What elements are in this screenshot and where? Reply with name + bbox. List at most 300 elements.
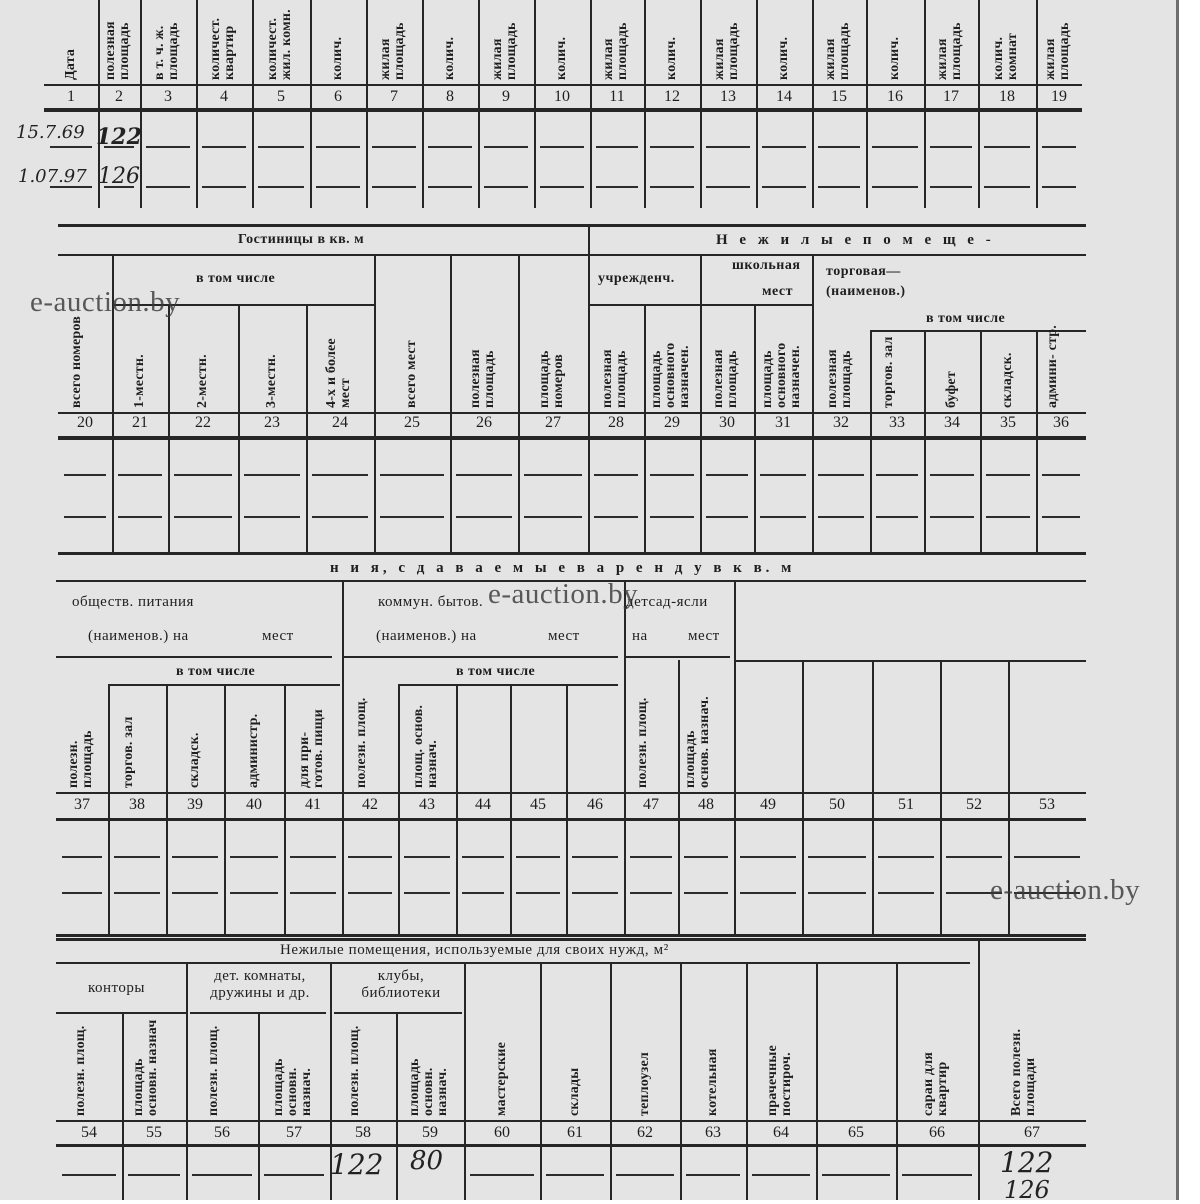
column-number: 19: [1051, 88, 1067, 105]
rule-line: [56, 1120, 1086, 1122]
blank-entry-dash: [1042, 516, 1080, 518]
own-needs-heading: Нежилые помещения, используемые для своих нужд, м²: [280, 942, 669, 958]
page-edge: [1176, 0, 1179, 1200]
column-number: 18: [999, 88, 1015, 105]
column-header-label: колич. комнат: [991, 33, 1020, 80]
column-number: 46: [587, 796, 603, 813]
rule-line: [518, 254, 520, 552]
catering-name-label: (наименов.) на: [88, 628, 189, 644]
rule-line: [58, 552, 1086, 555]
blank-entry-dash: [230, 856, 278, 858]
blank-entry-dash: [630, 892, 672, 894]
rule-line: [610, 962, 612, 1200]
column-header-label: площадь номеров: [537, 350, 566, 408]
blank-entry-dash: [902, 1174, 972, 1176]
catering-label: обществ. питания: [72, 594, 194, 610]
blank-entry-dash: [760, 516, 806, 518]
column-header-label: полезн. площадь: [66, 730, 95, 788]
column-number: 64: [773, 1124, 789, 1141]
blank-entry-dash: [62, 892, 102, 894]
column-number: 17: [943, 88, 959, 105]
column-header-label: жилая площадь: [490, 22, 519, 80]
rule-line: [258, 1012, 260, 1200]
blank-entry-dash: [524, 516, 582, 518]
blank-entry-dash: [872, 146, 918, 148]
column-number: 56: [214, 1124, 230, 1141]
column-header-label: 4-х и более мест: [324, 338, 353, 408]
column-header-label: 3-местн.: [263, 354, 279, 408]
blank-entry-dash: [146, 146, 190, 148]
column-number: 22: [195, 414, 211, 431]
blank-entry-dash: [1014, 856, 1080, 858]
consumer-name-label: (наименов.) на: [376, 628, 477, 644]
column-number: 21: [132, 414, 148, 431]
column-header-label: площадь основного назначен.: [648, 342, 692, 408]
rule-line: [44, 84, 1082, 86]
column-header-label: торгов. зал: [121, 716, 136, 788]
blank-entry-dash: [404, 856, 450, 858]
blank-entry-dash: [752, 1174, 810, 1176]
column-header-label: площадь основн. назнач.: [406, 1058, 450, 1116]
rented-heading: н и я, с д а в а е м ы е в а р е н д у в к в. м: [330, 560, 796, 576]
rule-line: [56, 1012, 186, 1014]
column-number: 63: [705, 1124, 721, 1141]
school-places-label: мест: [762, 284, 794, 299]
column-number: 31: [775, 414, 791, 431]
blank-entry-dash: [524, 474, 582, 476]
column-header-label: полезн. площ.: [73, 1025, 88, 1116]
blank-entry-dash: [62, 1174, 116, 1176]
blank-entry-dash: [572, 892, 618, 894]
rule-line: [680, 962, 682, 1200]
institution-label: учрежденч.: [598, 271, 675, 286]
consumer-label: коммун. бытов.: [378, 594, 484, 610]
rule-line: [734, 660, 1086, 662]
blank-entry-dash: [470, 1174, 534, 1176]
column-number: 25: [404, 414, 420, 431]
rule-line: [168, 304, 170, 552]
blank-entry-dash: [316, 146, 360, 148]
rule-line: [540, 962, 542, 1200]
rule-line: [870, 330, 872, 552]
blank-entry-dash: [348, 892, 392, 894]
blank-entry-dash: [876, 474, 918, 476]
rule-line: [734, 580, 736, 934]
column-header-label: полезная площадь: [103, 21, 132, 80]
column-header-label: администр.: [245, 713, 261, 788]
column-number: 8: [446, 88, 454, 105]
column-number: 60: [494, 1124, 510, 1141]
column-header-label: жилая площадь: [935, 22, 964, 80]
column-header-label: полезн. площ.: [635, 697, 650, 788]
column-header-label: теплоузел: [636, 1052, 652, 1116]
column-header-label: количест. жил. комн.: [265, 9, 294, 80]
blank-entry-dash: [740, 856, 796, 858]
column-header-label: складск.: [999, 352, 1015, 408]
blank-entry-dash: [818, 516, 864, 518]
rule-line: [700, 254, 702, 552]
blank-entry-dash: [64, 474, 106, 476]
handwritten-date-1: 15.7.69: [16, 122, 85, 143]
blank-entry-dash: [380, 474, 444, 476]
blank-entry-dash: [462, 856, 504, 858]
column-number: 11: [609, 88, 625, 105]
column-number: 54: [81, 1124, 97, 1141]
column-number: 66: [929, 1124, 945, 1141]
column-number: 1: [67, 88, 75, 105]
watermark-3: e-auction.by: [990, 874, 1141, 906]
blank-entry-dash: [428, 146, 472, 148]
blank-entry-dash: [312, 474, 368, 476]
column-number: 67: [1024, 1124, 1040, 1141]
column-header-label: колич.: [886, 36, 902, 80]
blank-entry-dash: [650, 474, 694, 476]
nursery-places-label: мест: [688, 628, 720, 644]
column-header-label: площадь основн. назнач: [130, 1019, 160, 1116]
column-header-label: полезная площадь: [600, 349, 629, 408]
blank-entry-dash: [428, 186, 472, 188]
rule-line: [58, 224, 1086, 227]
handwritten-date-2: 1.07.97: [18, 166, 87, 187]
blank-entry-dash: [596, 186, 638, 188]
column-number: 34: [944, 414, 960, 431]
rule-line: [56, 656, 332, 658]
rule-line: [812, 254, 814, 552]
children-rooms-label: дет. комнаты, дружины и др.: [210, 968, 310, 1001]
column-header-label: Всего полезн. площади: [1008, 1028, 1038, 1116]
blank-entry-dash: [244, 474, 300, 476]
rule-line: [588, 254, 1086, 256]
offices-label: конторы: [88, 980, 145, 996]
blank-entry-dash: [594, 474, 638, 476]
consumer-places-label: мест: [548, 628, 580, 644]
rule-line: [374, 254, 376, 552]
rule-line: [746, 962, 748, 1200]
watermark-1: e-auction.by: [30, 286, 181, 318]
blank-entry-dash: [930, 474, 974, 476]
blank-entry-dash: [290, 856, 336, 858]
column-number: 38: [129, 796, 145, 813]
rule-line: [624, 580, 626, 934]
rule-line: [44, 108, 1082, 112]
blank-entry-dash: [114, 856, 160, 858]
rule-line: [396, 1012, 398, 1200]
blank-entry-dash: [484, 146, 528, 148]
blank-entry-dash: [462, 892, 504, 894]
column-number: 55: [146, 1124, 162, 1141]
blank-entry-dash: [762, 146, 806, 148]
column-header-label: Дата: [62, 48, 78, 80]
blank-entry-dash: [650, 146, 694, 148]
column-number: 26: [476, 414, 492, 431]
column-header-label: колич.: [775, 36, 791, 80]
column-number: 52: [966, 796, 982, 813]
hotels-heading: Гостиницы в кв. м: [238, 232, 365, 247]
column-header-label: сараи для квартир: [921, 1051, 950, 1116]
blank-entry-dash: [686, 1174, 740, 1176]
column-header-label: в т. ч. ж. площадь: [152, 22, 181, 80]
blank-entry-dash: [706, 186, 750, 188]
blank-entry-dash: [650, 186, 694, 188]
column-number: 14: [776, 88, 792, 105]
blank-entry-dash: [878, 856, 934, 858]
rule-line: [56, 792, 1086, 794]
blank-entry-dash: [650, 516, 694, 518]
consumer-in-that-number: в том числе: [456, 664, 536, 679]
column-header-label: колич.: [553, 36, 569, 80]
column-header-label: площ. основ. назнач.: [411, 704, 440, 788]
column-number: 49: [760, 796, 776, 813]
blank-entry-dash: [264, 1174, 324, 1176]
column-header-label: площадь основ. назнач.: [682, 696, 712, 788]
blank-entry-dash: [546, 1174, 604, 1176]
blank-entry-dash: [456, 474, 512, 476]
blank-entry-dash: [114, 892, 160, 894]
blank-entry-dash: [540, 146, 584, 148]
column-number: 35: [1000, 414, 1016, 431]
column-header-label: складск.: [186, 732, 202, 788]
blank-entry-dash: [630, 856, 672, 858]
blank-entry-dash: [404, 892, 450, 894]
rule-line: [626, 656, 730, 658]
column-number: 4: [220, 88, 228, 105]
blank-entry-dash: [740, 892, 796, 894]
blank-entry-dash: [818, 474, 864, 476]
column-number: 3: [164, 88, 172, 105]
blank-entry-dash: [762, 186, 806, 188]
rule-line: [924, 330, 926, 552]
handwritten-total-1: 122: [1000, 1146, 1054, 1179]
blank-entry-dash: [258, 186, 304, 188]
blank-entry-dash: [146, 186, 190, 188]
column-number: 7: [390, 88, 398, 105]
handwritten-total-2: 126: [1004, 1176, 1050, 1204]
blank-entry-dash: [456, 516, 512, 518]
rule-line: [980, 330, 982, 552]
blank-entry-dash: [818, 186, 860, 188]
blank-entry-dash: [174, 516, 232, 518]
blank-entry-dash: [930, 186, 972, 188]
column-header-label: 2-местн.: [194, 354, 210, 408]
blank-entry-dash: [118, 474, 162, 476]
column-number: 45: [530, 796, 546, 813]
column-number: 30: [719, 414, 735, 431]
column-header-label: полезная площадь: [711, 349, 740, 408]
blank-entry-dash: [258, 146, 304, 148]
column-number: 24: [332, 414, 348, 431]
blank-entry-dash: [516, 892, 560, 894]
rule-line: [122, 1012, 124, 1200]
column-number: 36: [1053, 414, 1069, 431]
catering-places-label: мест: [262, 628, 294, 644]
blank-entry-dash: [230, 892, 278, 894]
blank-entry-dash: [118, 516, 162, 518]
blank-entry-dash: [1042, 146, 1076, 148]
rule-line: [816, 962, 818, 1200]
blank-entry-dash: [684, 856, 728, 858]
column-header-label: полезная площадь: [825, 349, 854, 408]
trade-in-that-number: в том числе: [926, 311, 1006, 326]
rule-line: [896, 962, 898, 1200]
column-number: 39: [187, 796, 203, 813]
rule-line: [186, 962, 188, 1200]
blank-entry-dash: [312, 516, 368, 518]
column-header-label: жилая площадь: [823, 22, 852, 80]
blank-entry-dash: [984, 186, 1030, 188]
column-number: 59: [422, 1124, 438, 1141]
column-number: 43: [419, 796, 435, 813]
blank-entry-dash: [572, 856, 618, 858]
column-number: 57: [286, 1124, 302, 1141]
blank-entry-dash: [540, 186, 584, 188]
blank-entry-dash: [808, 856, 866, 858]
watermark-2: e-auction.by: [488, 578, 639, 610]
column-number: 15: [831, 88, 847, 105]
column-number: 44: [475, 796, 491, 813]
rule-line: [588, 224, 590, 552]
column-number: 32: [833, 414, 849, 431]
column-number: 5: [277, 88, 285, 105]
rule-line: [802, 660, 804, 934]
column-header-label: площадь основн. назнач.: [270, 1058, 314, 1116]
column-header-label: для при- готов. пищи: [297, 709, 326, 788]
blank-entry-dash: [986, 516, 1030, 518]
column-number: 12: [664, 88, 680, 105]
column-number: 29: [664, 414, 680, 431]
blank-entry-dash: [616, 1174, 674, 1176]
rule-line: [700, 304, 812, 306]
blank-entry-dash: [62, 856, 102, 858]
blank-entry-dash: [822, 1174, 890, 1176]
column-number: 23: [264, 414, 280, 431]
blank-entry-dash: [174, 474, 232, 476]
blank-entry-dash: [876, 516, 918, 518]
column-number: 41: [305, 796, 321, 813]
blank-entry-dash: [516, 856, 560, 858]
blank-entry-dash: [192, 1174, 252, 1176]
blank-entry-dash: [1042, 186, 1076, 188]
handwritten-col59: 80: [410, 1146, 444, 1176]
rule-line: [56, 962, 970, 964]
column-header-label: количест. квартир: [208, 17, 237, 80]
column-header-label: мастерские: [493, 1041, 509, 1116]
column-header-label: жилая площадь: [601, 22, 630, 80]
blank-entry-dash: [930, 146, 972, 148]
clubs-label: клубы, библиотеки: [361, 968, 441, 1001]
column-number: 40: [246, 796, 262, 813]
column-number: 51: [898, 796, 914, 813]
blank-entry-dash: [808, 892, 866, 894]
blank-entry-dash: [706, 474, 748, 476]
blank-entry-dash: [684, 892, 728, 894]
blank-entry-dash: [484, 186, 528, 188]
catering-in-that-number: в том числе: [176, 664, 256, 679]
blank-entry-dash: [50, 146, 92, 148]
blank-entry-dash: [760, 474, 806, 476]
column-header-label: полезн. площ.: [354, 697, 369, 788]
column-number: 20: [77, 414, 93, 431]
column-number: 9: [502, 88, 510, 105]
column-number: 2: [115, 88, 123, 105]
rule-line: [306, 304, 308, 552]
rule-line: [398, 684, 618, 686]
column-header-label: 1-местн.: [131, 354, 147, 408]
blank-entry-dash: [172, 892, 218, 894]
blank-entry-dash: [946, 856, 1002, 858]
column-number: 42: [362, 796, 378, 813]
blank-entry-dash: [878, 892, 934, 894]
column-number: 61: [567, 1124, 583, 1141]
blank-entry-dash: [372, 146, 416, 148]
blank-entry-dash: [594, 516, 638, 518]
column-header-label: колич.: [329, 36, 345, 80]
rule-line: [464, 962, 466, 1200]
column-header-label: админи- стр.: [1045, 325, 1060, 408]
rule-line: [56, 818, 1086, 821]
blank-entry-dash: [372, 186, 416, 188]
blank-entry-dash: [316, 186, 360, 188]
column-header-label: склады: [566, 1067, 582, 1116]
rule-line: [58, 254, 588, 256]
column-header-label: колич.: [441, 36, 457, 80]
blank-entry-dash: [984, 146, 1030, 148]
column-header-label: жилая площадь: [378, 22, 407, 80]
nursery-label: детсад-ясли: [626, 594, 708, 610]
rule-line: [940, 660, 942, 934]
column-number: 33: [889, 414, 905, 431]
column-header-label: котельная: [704, 1048, 720, 1116]
blank-entry-dash: [818, 146, 860, 148]
rule-line: [58, 436, 1086, 440]
blank-entry-dash: [290, 892, 336, 894]
rule-line: [872, 660, 874, 934]
handwritten-area-2: 126: [98, 164, 140, 189]
rule-line: [56, 1144, 1086, 1147]
column-header-label: жилая площадь: [712, 22, 741, 80]
column-header-label: полезн. площ.: [206, 1025, 221, 1116]
handwritten-col58: 122: [330, 1148, 384, 1181]
blank-entry-dash: [930, 516, 974, 518]
rule-line: [1036, 330, 1038, 552]
column-number: 10: [554, 88, 570, 105]
blank-entry-dash: [64, 516, 106, 518]
rule-line: [344, 656, 618, 658]
column-header-label: всего номеров: [69, 316, 84, 408]
column-header-label: жилая площадь: [1043, 22, 1072, 80]
rule-line: [334, 1012, 462, 1014]
column-header-label: полезн. площ.: [347, 1025, 362, 1116]
rule-line: [238, 304, 240, 552]
blank-entry-dash: [706, 516, 748, 518]
blank-entry-dash: [596, 146, 638, 148]
column-header-label: полезная площадь: [468, 349, 497, 408]
nursery-on-label: на: [632, 628, 648, 644]
blank-entry-dash: [986, 474, 1030, 476]
column-number: 65: [848, 1124, 864, 1141]
hotels-in-that-number: в том числе: [196, 271, 276, 286]
blank-entry-dash: [244, 516, 300, 518]
blank-entry-dash: [348, 856, 392, 858]
rule-line: [56, 934, 1086, 937]
column-number: 50: [829, 796, 845, 813]
handwritten-area-1: 122: [96, 124, 142, 150]
blank-entry-dash: [128, 1174, 180, 1176]
school-label: школьная: [732, 258, 801, 273]
column-number: 27: [545, 414, 561, 431]
rule-line: [978, 938, 980, 1200]
column-number: 6: [334, 88, 342, 105]
column-header-label: буфет: [943, 371, 959, 408]
